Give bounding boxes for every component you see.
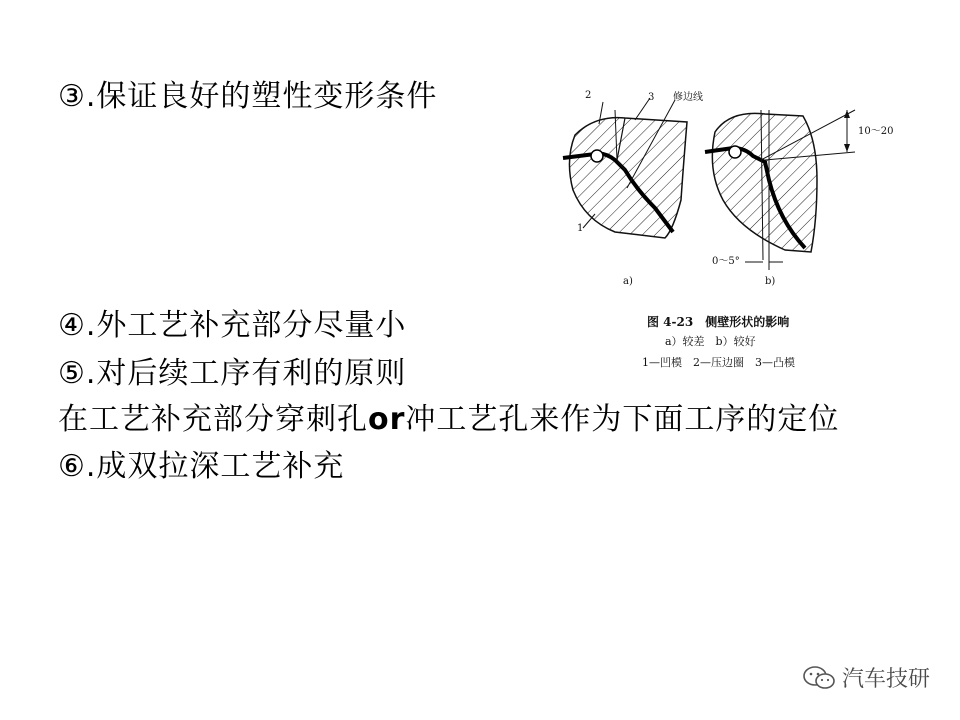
figure-subcaption-2: 1—凹模 2—压边圈 3—凸模	[642, 356, 795, 369]
label-3: 3	[648, 92, 655, 103]
label-b: b)	[765, 276, 776, 287]
detail-post: 冲工艺孔来作为下面工序的定位	[405, 402, 840, 437]
figure-subcaption-1: a）较差 b）较好	[665, 335, 756, 348]
label-a: a)	[623, 276, 633, 287]
label-trim-line: 修边线	[673, 92, 703, 103]
watermark	[802, 662, 930, 693]
item-6-text: ⑥.成双拉深工艺补充	[58, 449, 345, 484]
label-2: 2	[585, 90, 592, 101]
label-angle: 0～5°	[712, 256, 740, 267]
sidewall-figure	[555, 80, 900, 380]
item-4-text: ④.外工艺补充部分尽量小	[58, 308, 407, 343]
wechat-icon	[802, 664, 836, 692]
detail-or: or	[368, 402, 406, 437]
item-5-text: ⑤.对后续工序有利的原则	[58, 356, 407, 391]
figure-caption: 图 4-23 侧壁形状的影响	[647, 315, 790, 329]
label-1: 1	[577, 223, 584, 234]
item-3-text: ③.保证良好的塑性变形条件	[58, 79, 438, 114]
item-5-detail	[58, 402, 839, 438]
detail-pre: 在工艺补充部分穿刺孔	[58, 402, 368, 437]
watermark-text: 汽车技研	[841, 667, 930, 692]
label-dim: 10～20	[858, 126, 894, 137]
